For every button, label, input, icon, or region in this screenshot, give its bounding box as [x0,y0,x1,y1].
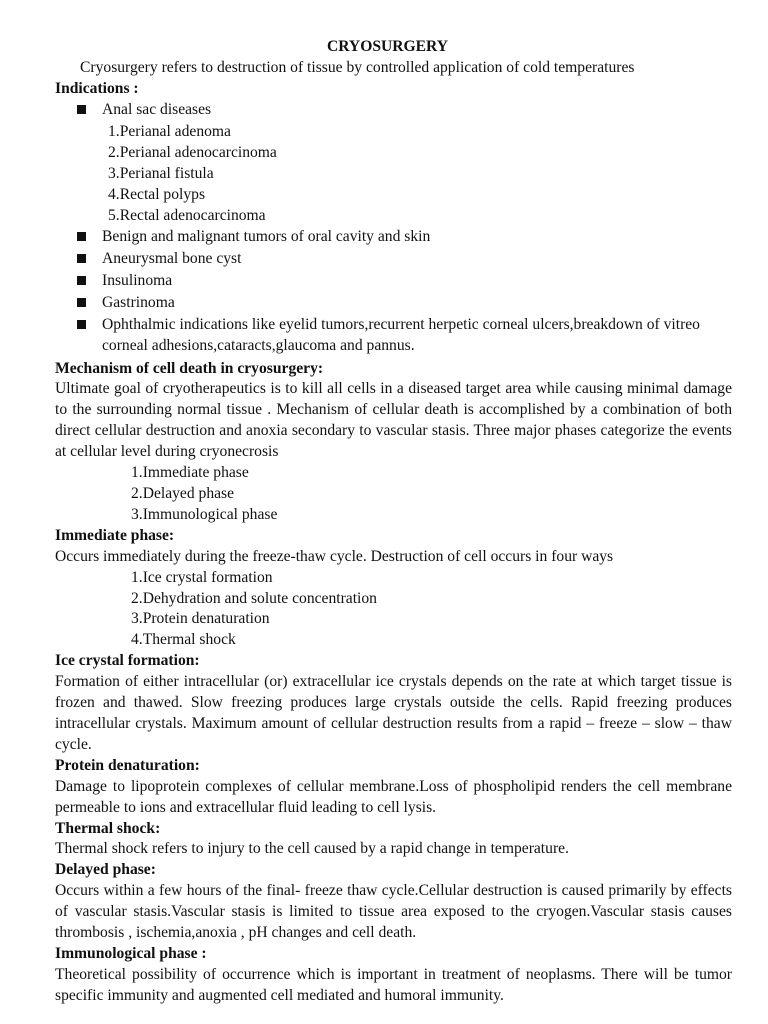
indication-text: Insulinoma [102,272,173,290]
indication-text: Gastrinoma [102,294,175,312]
list-item: 2.Delayed phase [131,485,235,502]
indication-text: Anal sac diseases [102,100,212,118]
immunological-phase-paragraph: Theoretical possibility of occurrence which is important in treatment of neoplasms. There will be tumor specific immunity and augmented cell mediated and humoral immunity. [55,965,732,1004]
intro-text: Cryosurgery refers to destruction of tissue by controlled application of cold temperatures [80,59,635,76]
protein-denaturation-paragraph: Damage to lipoprotein complexes of cellular membrane.Loss of phospholipid renders the cell membrane permeable to ions and extracellular fluid leading to cell lysis. [55,777,732,816]
list-item: 1.Ice crystal formation [131,568,273,586]
list-item: 3.Protein denaturation [131,610,270,628]
square-bullet-icon [77,254,89,263]
mechanism-heading: Mechanism of cell death in cryosurgery: [55,359,324,377]
indications-list-continued [55,227,732,358]
thermal-shock-heading: Thermal shock: [55,819,161,837]
document-title: CRYOSURGERY [326,38,449,55]
protein-denaturation-heading: Protein denaturation: [55,756,200,774]
list-item: 3.Perianal fistula [108,164,214,182]
delayed-phase-paragraph: Occurs within a few hours of the final- freeze thaw cycle.Cellular destruction is caused primarily by effects of vascular stasis.Vascular stasis is limited to tissue area exposed to the cryogen.Vascular stasis causes thrombosis , ischemia,anoxia , pH changes and cell death. [55,882,732,942]
indication-item [55,249,732,270]
list-item: 1.Immediate phase [131,464,249,482]
ice-crystal-heading: Ice crystal formation: [55,652,200,670]
square-bullet-icon [77,320,89,329]
indications-list [55,100,732,121]
phases-list [55,463,732,526]
indication-item [55,271,732,292]
square-bullet-icon [77,276,89,285]
immediate-phase-heading: Immediate phase: [55,526,175,544]
indication-text: Aneurysmal bone cyst [102,249,242,267]
square-bullet-icon [77,232,89,241]
square-bullet-icon [77,105,89,114]
list-item: 5.Rectal adenocarcinoma [108,206,266,224]
indication-item [55,227,732,248]
indication-item [55,315,732,357]
immunological-phase-heading: Immunological phase : [55,944,207,962]
list-item: 1.Perianal adenoma [108,123,231,141]
thermal-shock-paragraph: Thermal shock refers to injury to the cell caused by a rapid change in temperature. [55,840,569,858]
indication-text: Benign and malignant tumors of oral cavity and skin [102,227,431,245]
immediate-phase-paragraph: Occurs immediately during the freeze-thaw cycle. Destruction of cell occurs in four ways [55,547,614,565]
destruction-ways-list [55,568,732,652]
delayed-phase-heading: Delayed phase: [55,861,156,879]
ice-crystal-paragraph: Formation of either intracellular (or) extracellular ice crystals depends on the rate at which target tissue is frozen and thawed. Slow freezing produces large crystals outside the cells. Rapid freezing produces intracellular crystals. Maximum amount of cellular destruction results from a rapid – freeze – slow – thaw cycle. [55,673,732,753]
list-item: 2.Dehydration and solute concentration [131,589,377,607]
list-item: 3.Immunological phase [131,505,278,523]
indication-text: Ophthalmic indications like eyelid tumors,recurrent herpetic corneal ulcers,breakdown of vitreo corneal adhesions,cataracts,glaucoma and pannus. [102,316,700,355]
indication-item [55,100,732,121]
list-item: 4.Thermal shock [131,631,236,649]
anal-sac-diseases-list [55,122,732,227]
list-item: 4.Rectal polyps [108,185,206,203]
indication-item [55,293,732,314]
list-item: 2.Perianal adenocarcinoma [108,144,277,162]
square-bullet-icon [77,298,89,307]
mechanism-paragraph: Ultimate goal of cryotherapeutics is to kill all cells in a diseased target area while causing minimal damage to the surrounding normal tissue . Mechanism of cellular death is accomplished by a combination of both direct cellular destruction and anoxia secondary to vascular stasis. Three major phases categorize the events at cellular level during cryonecrosis [55,380,732,461]
indications-heading: Indications : [55,80,139,97]
